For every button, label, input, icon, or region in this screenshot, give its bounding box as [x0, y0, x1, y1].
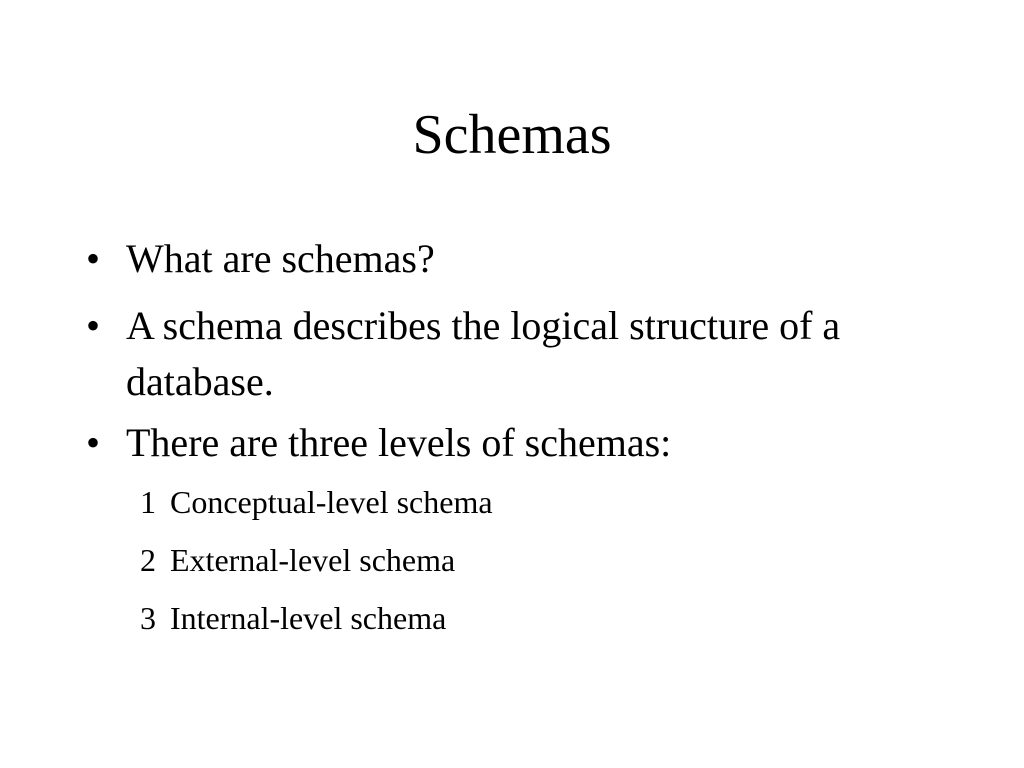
bullet-item — [86, 298, 936, 410]
slide-title: Schemas — [412, 104, 612, 166]
sub-item-text: Internal-level schema — [170, 600, 447, 636]
bullet-item — [86, 416, 936, 470]
sub-item-number: 2 — [140, 542, 156, 578]
bullet-text: What are schemas? — [126, 236, 435, 281]
bullet-marker: • — [86, 303, 101, 348]
bullet-item — [86, 232, 936, 286]
sub-item — [140, 482, 940, 522]
bullet-marker: • — [86, 420, 101, 465]
sub-item-number: 3 — [140, 600, 156, 636]
bullet-marker: • — [86, 236, 101, 281]
sub-item-text: Conceptual-level schema — [170, 484, 493, 520]
sub-item-text: External-level schema — [170, 542, 456, 578]
sub-item-number: 1 — [140, 484, 156, 520]
bullet-text: There are three levels of schemas: — [126, 420, 672, 465]
bullet-text: A schema describes the logical structure of a database. — [126, 303, 841, 404]
sub-item — [140, 598, 940, 638]
sub-item — [140, 540, 940, 580]
